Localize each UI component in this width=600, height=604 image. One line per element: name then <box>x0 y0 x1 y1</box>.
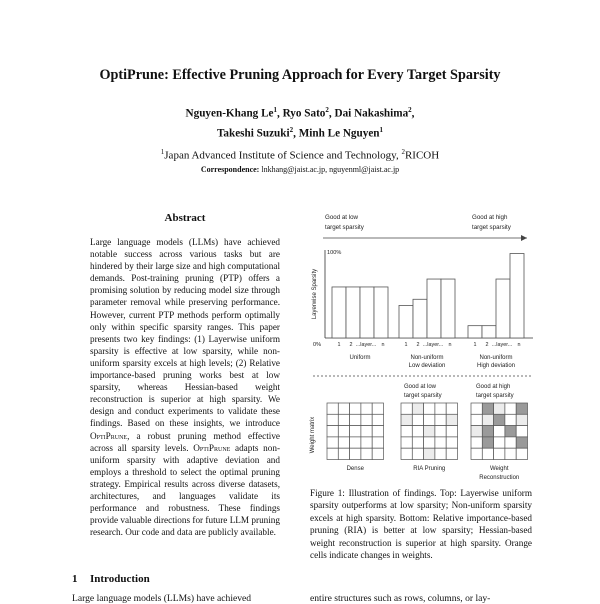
matrix-cell <box>361 437 372 448</box>
layer-tick-label: ...layer... <box>491 342 513 348</box>
author-list: Nguyen-Khang Le$^1$, Ryo Sato$^2$, Dai Nakashima$^2$, Takeshi Suzuki$^2$, Minh Le Nguyen$^1$ <box>185 106 415 140</box>
bar <box>346 287 360 338</box>
matrix-cell <box>435 403 446 414</box>
bar <box>427 279 441 338</box>
matrix-cell <box>482 448 493 459</box>
layer-tick-label: 2 <box>416 342 420 348</box>
matrix-cell <box>471 426 482 437</box>
correspondence-label: Correspondence: <box>200 165 260 174</box>
y-axis-label: Layerwise Sparsity <box>312 268 318 320</box>
matrix-cell <box>327 437 338 448</box>
bottom-label-right: target sparsity <box>476 393 514 399</box>
matrix-cell <box>435 414 446 425</box>
matrix-cell <box>412 448 423 459</box>
figure-caption <box>310 487 532 561</box>
layer-tick-label: 1 <box>337 342 341 348</box>
matrix-cell <box>446 437 457 448</box>
matrix-cell <box>482 414 493 425</box>
abstract-body <box>90 236 280 538</box>
matrix-cell <box>471 437 482 448</box>
bottom-label-mid: Good at low <box>404 384 437 390</box>
matrix-cell <box>338 414 349 425</box>
bar <box>482 326 496 338</box>
top-label-right: target sparsity <box>472 224 511 231</box>
layer-tick-label: 1 <box>473 342 477 348</box>
bar <box>360 287 374 338</box>
author-affil-mark: 2 <box>289 125 294 134</box>
matrix-cell <box>350 426 361 437</box>
matrix-cell <box>471 414 482 425</box>
author-name: Nguyen-Khang Le <box>185 107 274 120</box>
matrix-cell <box>327 414 338 425</box>
matrix-cell <box>494 403 505 414</box>
layer-tick-label: ...layer... <box>422 342 444 348</box>
matrix-cell <box>372 414 383 425</box>
matrix-cell <box>401 448 412 459</box>
author-affil-mark: 1 <box>379 125 384 134</box>
section-title: Introduction <box>90 573 150 585</box>
bottom-label-mid: target sparsity <box>404 393 442 399</box>
top-label-right: Good at high <box>472 214 508 221</box>
layer-tick-label: 1 <box>404 342 408 348</box>
matrix-label: RIA Pruning <box>413 466 446 472</box>
matrix-cell <box>424 448 435 459</box>
matrix-cell <box>446 414 457 425</box>
layer-tick-label: n <box>448 342 452 348</box>
bar-groups <box>312 250 533 369</box>
direction-arrow-head <box>521 235 527 241</box>
matrix-cell <box>327 448 338 459</box>
matrix-cell <box>505 414 516 425</box>
matrix-cell <box>482 403 493 414</box>
group-label: Uniform <box>349 355 371 361</box>
matrix-cell <box>327 426 338 437</box>
matrix-cell <box>505 403 516 414</box>
matrix-cell <box>361 448 372 459</box>
group-label: Low deviation <box>408 363 446 369</box>
section-heading <box>72 573 150 585</box>
bar <box>496 279 510 338</box>
matrix-label: Reconstruction <box>479 475 520 481</box>
correspondence-emails: lnkhang@jaist.ac.jp, nguyenml@jaist.ac.jp <box>259 165 400 174</box>
matrix-cell <box>338 448 349 459</box>
y-min-label: 0% <box>312 342 322 348</box>
bar <box>332 287 346 338</box>
right-column-text: entire structures such as rows, columns, or lay- <box>310 593 491 604</box>
paper-title: OptiPrune: Effective Pruning Approach for Every Target Sparsity <box>99 67 501 83</box>
matrix-cell <box>401 426 412 437</box>
author-name: Minh Le Nguyen <box>298 127 380 140</box>
matrix-cell <box>505 448 516 459</box>
matrix-cell <box>494 448 505 459</box>
affiliations <box>0 148 600 162</box>
matrix-label: Dense <box>346 466 364 472</box>
matrix-cell <box>516 403 527 414</box>
matrix-cell <box>372 448 383 459</box>
layer-tick-label: n <box>517 342 521 348</box>
matrix-cell <box>401 437 412 448</box>
method-name: OptiPrune <box>90 430 128 441</box>
matrix-cell <box>471 403 482 414</box>
matrix-cell <box>435 437 446 448</box>
matrix-cell <box>361 414 372 425</box>
layer-tick-label: 2 <box>485 342 489 348</box>
matrix-cell <box>482 426 493 437</box>
weight-axis-label: Weight matrix <box>310 416 316 454</box>
matrix-cell <box>505 426 516 437</box>
bar <box>413 299 427 338</box>
matrix-cell <box>372 426 383 437</box>
matrix-cell <box>338 437 349 448</box>
matrix-cell <box>412 426 423 437</box>
matrix-cell <box>361 426 372 437</box>
abstract-text: Large language models (LLMs) have achieved notable success across various tasks but are hindered by their large size and high computational demands. Post-training pruning (PTP) offers a promising solution by reducing model size through parameter removal while preserving performance. However, current PTP methods perform optimally only within specific sparsity ranges. This paper presents two key findings: (1) Layerwise uniform sparsity is effective at low sparsity, while non-uniform sparsity excels at high levels; (2) Relative importance-based pruning works best at low sparsity, whereas Hessian-based weight reconstruction is superior at high sparsity. We design and conduct experiments to validate these findings. Based on these insights, we introduce <box>90 237 280 429</box>
matrix-cell <box>435 448 446 459</box>
figure-1 <box>305 210 537 480</box>
matrix-cell <box>350 403 361 414</box>
author-affil-mark: 2 <box>325 106 329 114</box>
matrix-cell <box>401 414 412 425</box>
matrix-cell <box>412 414 423 425</box>
matrix-cell <box>338 403 349 414</box>
matrix-cell <box>446 403 457 414</box>
affil-mark: 2 <box>401 148 405 156</box>
matrix-cell <box>401 403 412 414</box>
matrix-cell <box>516 414 527 425</box>
matrix-cell <box>482 437 493 448</box>
author-name: Takeshi Suzuki <box>216 127 290 140</box>
bar <box>510 254 524 338</box>
matrix-cell <box>372 437 383 448</box>
matrix-cell <box>446 448 457 459</box>
author-name: Dai Nakashima <box>334 107 409 120</box>
matrix-cell <box>424 403 435 414</box>
matrix-cell <box>516 426 527 437</box>
layer-tick-label: ...layer... <box>355 342 377 348</box>
matrix-cell <box>350 414 361 425</box>
matrix-label: Weight <box>489 466 509 472</box>
matrix-cell <box>424 414 435 425</box>
matrix-cell <box>350 448 361 459</box>
matrix-cell <box>412 437 423 448</box>
matrix-cell <box>424 437 435 448</box>
weight-matrices <box>310 376 533 481</box>
matrix-cell <box>494 437 505 448</box>
caption-text: Figure 1: Illustration of findings. Top: Layerwise uniform sparsity outperforms at low sparsity; Non-uniform sparsity excels at high sparsity. Bottom: Relative importance-based pruning (RIA) is better at low sparsity; Hessian-based weight reconstruction is superior at high sparsity. Orange cells indicate changes in weights. <box>310 488 532 561</box>
matrix-cell <box>471 448 482 459</box>
matrix-cell <box>446 426 457 437</box>
author-affil-mark: 1 <box>273 106 277 114</box>
top-label-left: target sparsity <box>325 224 364 231</box>
matrix-cell <box>494 426 505 437</box>
matrix-cell <box>494 414 505 425</box>
bar <box>399 305 413 338</box>
author-name: Ryo Sato <box>282 107 326 120</box>
bottom-label-right: Good at high <box>476 384 511 390</box>
matrix-cell <box>338 426 349 437</box>
layer-tick-label: n <box>381 342 385 348</box>
bar <box>374 287 388 338</box>
matrix-cell <box>412 403 423 414</box>
affil-text: RICOH <box>404 149 440 162</box>
abstract-text: , a robust pruning method effective across all sparsity levels. <box>90 430 280 453</box>
affil-mark: 1 <box>160 148 165 156</box>
group-label: High deviation <box>476 363 516 369</box>
layer-tick-label: 2 <box>349 342 353 348</box>
matrix-cell <box>327 403 338 414</box>
group-label: Non-uniform <box>479 355 513 361</box>
matrix-cell <box>505 437 516 448</box>
intro-text: Large language models (LLMs) have achieved <box>72 593 252 604</box>
top-labels <box>323 214 527 241</box>
matrix-cell <box>350 437 361 448</box>
matrix-cell <box>372 403 383 414</box>
correspondence <box>0 165 600 174</box>
author-affil-mark: 2 <box>408 106 412 114</box>
top-label-left: Good at low <box>325 214 359 221</box>
section-number: 1 <box>72 573 78 585</box>
matrix-cell <box>424 426 435 437</box>
matrix-cell <box>361 403 372 414</box>
group-label: Non-uniform <box>410 355 444 361</box>
matrix-cell <box>516 437 527 448</box>
matrix-cell <box>516 448 527 459</box>
method-name: OptiPrune <box>193 442 231 453</box>
bar <box>468 326 482 338</box>
abstract-heading: Abstract <box>164 212 206 224</box>
matrix-cell <box>435 426 446 437</box>
abstract-text: adapts non-uniform sparsity with adaptive deviation and employs a threshold to select the optimal pruning strategy. Empirical results across diverse datasets, architectures, and languages validate its performance and robustness. These findings provide valuable directions for future LLM pruning research. Our code and data are publicly available. <box>90 442 281 538</box>
bar <box>441 279 455 338</box>
y-max-label: 100% <box>327 250 342 256</box>
affil-text: Japan Advanced Institute of Science and Technology, <box>164 149 402 162</box>
